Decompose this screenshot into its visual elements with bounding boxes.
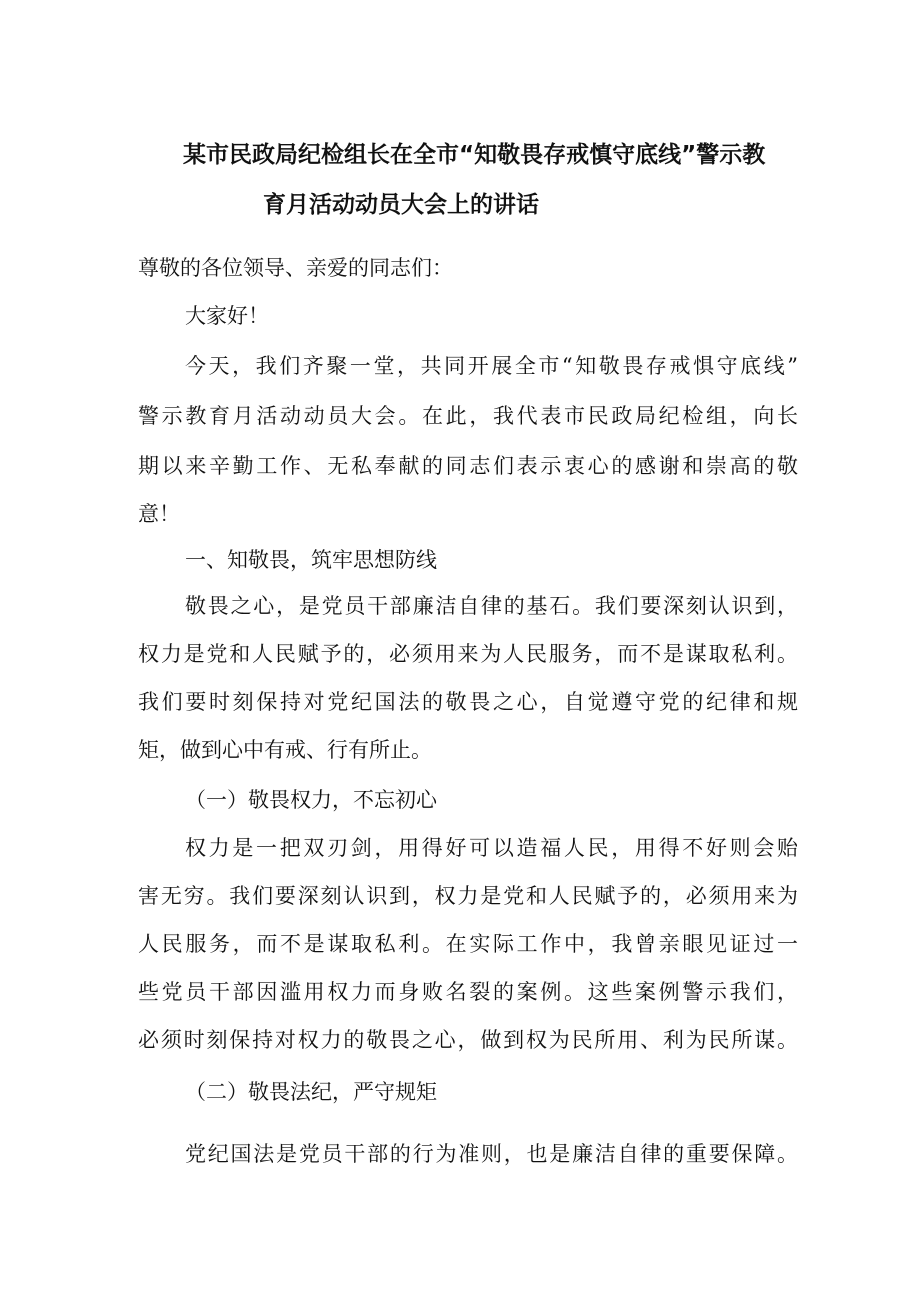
document-title-line-1: 某市民政局纪检组长在全市“知敬畏存戒慎守底线”警示教 xyxy=(183,142,766,168)
intro-line: 期以来辛勤工作、无私奉献的同志们表示衷心的感谢和崇高的敬 xyxy=(138,454,798,478)
paragraph-line: 权力是党和人民赋予的，必须用来为人民服务，而不是谋取私利。 xyxy=(138,642,798,666)
paragraph-line: 敬畏之心，是党员干部廉洁自律的基石。我们要深刻认识到， xyxy=(185,594,798,618)
subsection-heading: （二）敬畏法纪，严守规矩 xyxy=(185,1080,437,1104)
subsection-heading: （一）敬畏权力，不忘初心 xyxy=(185,788,437,812)
paragraph-line: 必须时刻保持对权力的敬畏之心，做到权为民所用、利为民所谋。 xyxy=(138,1028,798,1052)
paragraph-line: 权力是一把双刃剑，用得好可以造福人民，用得不好则会贻 xyxy=(185,836,798,860)
greeting: 大家好！ xyxy=(185,304,269,328)
paragraph-line: 矩，做到心中有戒、行有所止。 xyxy=(138,738,432,762)
intro-line: 今天，我们齐聚一堂，共同开展全市“知敬畏存戒惧守底线” xyxy=(185,354,798,378)
paragraph-line: 些党员干部因滥用权力而身败名裂的案例。这些案例警示我们， xyxy=(138,980,798,1004)
document-title-line-2: 育月活动动员大会上的讲话 xyxy=(263,192,539,218)
section-heading: 一、知敬畏，筑牢思想防线 xyxy=(185,548,437,572)
paragraph-line: 人民服务，而不是谋取私利。在实际工作中，我曾亲眼见证过一 xyxy=(138,932,798,956)
salutation: 尊敬的各位领导、亲爱的同志们： xyxy=(138,256,453,280)
paragraph-line: 害无穷。我们要深刻认识到，权力是党和人民赋予的，必须用来为 xyxy=(138,884,798,908)
intro-line: 警示教育月活动动员大会。在此，我代表市民政局纪检组，向长 xyxy=(138,404,798,428)
paragraph-line: 党纪国法是党员干部的行为准则，也是廉洁自律的重要保障。 xyxy=(185,1142,798,1166)
paragraph-line: 我们要时刻保持对党纪国法的敬畏之心，自觉遵守党的纪律和规 xyxy=(138,690,798,714)
intro-line: 意！ xyxy=(138,502,180,526)
